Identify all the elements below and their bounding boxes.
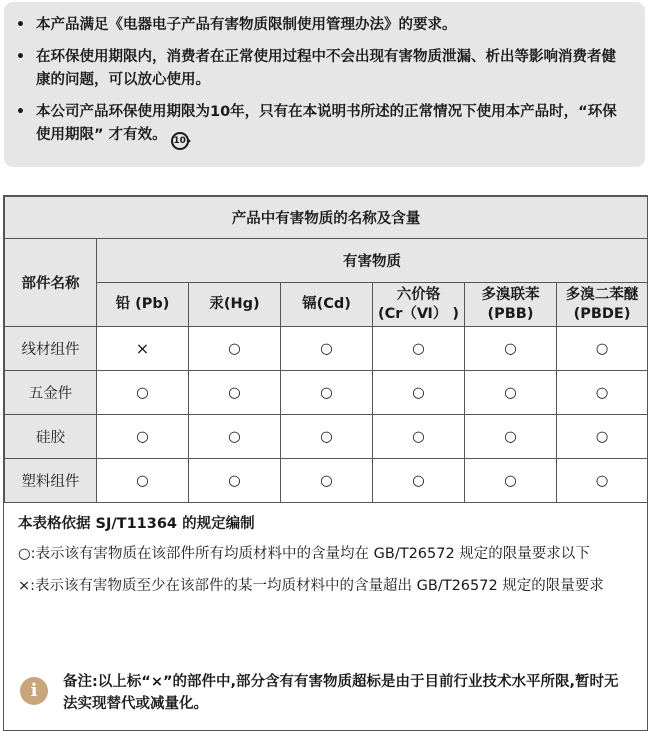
table-cell <box>281 327 373 371</box>
table-cell <box>189 371 281 415</box>
table-row <box>5 371 648 415</box>
mark: ○ <box>320 384 333 401</box>
standard-basis: 本表格依据 SJ/T11364 的规定编制 <box>18 516 255 532</box>
mark: ○ <box>320 428 333 445</box>
environmental-notice <box>4 2 645 167</box>
table-legend <box>4 503 647 597</box>
substances-header: 有害物质 <box>97 239 648 283</box>
mark: ○ <box>412 472 425 489</box>
column-header: 铅 (Pb) <box>97 283 189 327</box>
notice-item: • 本产品满足《电器电子产品有害物质限制使用管理办法》的要求。 <box>14 14 627 37</box>
row-name: 塑料组件 <box>5 459 97 503</box>
mark: ○ <box>504 428 517 445</box>
table-cell <box>281 459 373 503</box>
hazardous-substances-table <box>4 196 648 503</box>
mark: ○ <box>504 472 517 489</box>
table-row <box>5 459 648 503</box>
table-cell <box>97 415 189 459</box>
table-cell <box>97 459 189 503</box>
column-header: 多溴联苯 (PBB) <box>465 283 557 327</box>
table-cell <box>97 327 189 371</box>
table-cell <box>465 459 557 503</box>
table-cell <box>189 459 281 503</box>
column-header: 镉(Cd) <box>281 283 373 327</box>
table-cell <box>373 415 465 459</box>
mark: ○ <box>504 340 517 357</box>
table-cell <box>465 327 557 371</box>
mark: ○ <box>228 340 241 357</box>
mark: ○ <box>412 340 425 357</box>
table-cell <box>557 327 648 371</box>
mark: ○ <box>320 340 333 357</box>
table-cell <box>373 371 465 415</box>
circle-note: ○:表示该有害物质在该部件所有均质材料中的含量均在 GB/T26572 规定的限量要求以下 <box>18 546 590 562</box>
table-cell <box>189 327 281 371</box>
mark: ○ <box>136 384 149 401</box>
mark: ○ <box>228 384 241 401</box>
mark: ○ <box>136 428 149 445</box>
mark: ○ <box>595 384 609 401</box>
table-cell <box>557 415 648 459</box>
notice-item: • 本公司产品环保使用期限为10年，只有在本说明书所述的正常情况下使用本产品时，“环保使用期限” 才有效。 10 <box>14 101 627 150</box>
remark <box>20 671 630 715</box>
table-cell <box>97 371 189 415</box>
table-cell <box>373 327 465 371</box>
table-title: 产品中有害物质的名称及含量 <box>5 197 648 239</box>
table-cell <box>281 415 373 459</box>
table-cell <box>373 459 465 503</box>
row-name: 五金件 <box>5 371 97 415</box>
mark: ○ <box>228 428 241 445</box>
eco-period-10-icon: 10 <box>171 132 189 150</box>
table-cell <box>189 415 281 459</box>
remark-text: 备注:以上标“×”的部件中,部分含有有害物质超标是由于目前行业技术水平所限,暂时无法实现替代或减量化。 <box>63 674 619 712</box>
mark: ○ <box>595 340 609 357</box>
table-cell <box>557 371 648 415</box>
info-icon: i <box>20 677 48 705</box>
row-name: 线材组件 <box>5 327 97 371</box>
mark: ○ <box>504 384 517 401</box>
table-cell <box>465 415 557 459</box>
mark: ○ <box>412 384 425 401</box>
mark: × <box>135 339 150 358</box>
column-header: 汞(Hg) <box>189 283 281 327</box>
table-cell <box>281 371 373 415</box>
hazardous-substances-section <box>3 195 648 731</box>
row-name: 硅胶 <box>5 415 97 459</box>
table-row <box>5 327 648 371</box>
column-header: 多溴二苯醚 (PBDE) <box>557 283 648 327</box>
mark: ○ <box>136 472 149 489</box>
mark: ○ <box>595 428 609 445</box>
cross-note: ×:表示该有害物质至少在该部件的某一均质材料中的含量超出 GB/T26572 规定的限量要求 <box>18 578 604 594</box>
mark: ○ <box>228 472 241 489</box>
table-cell <box>465 371 557 415</box>
notice-item: • 在环保使用期限内，消费者在正常使用过程中不会出现有害物质泄漏、析出等影响消费者健康的问题，可以放心使用。 <box>14 46 627 92</box>
mark: ○ <box>595 472 609 489</box>
mark: ○ <box>412 428 425 445</box>
table-cell <box>557 459 648 503</box>
notice-list <box>14 14 627 150</box>
table-row <box>5 415 648 459</box>
mark: ○ <box>320 472 333 489</box>
column-header: 六价铬 (Cr（Ⅵ） ) <box>373 283 465 327</box>
part-name-header: 部件名称 <box>5 239 97 327</box>
